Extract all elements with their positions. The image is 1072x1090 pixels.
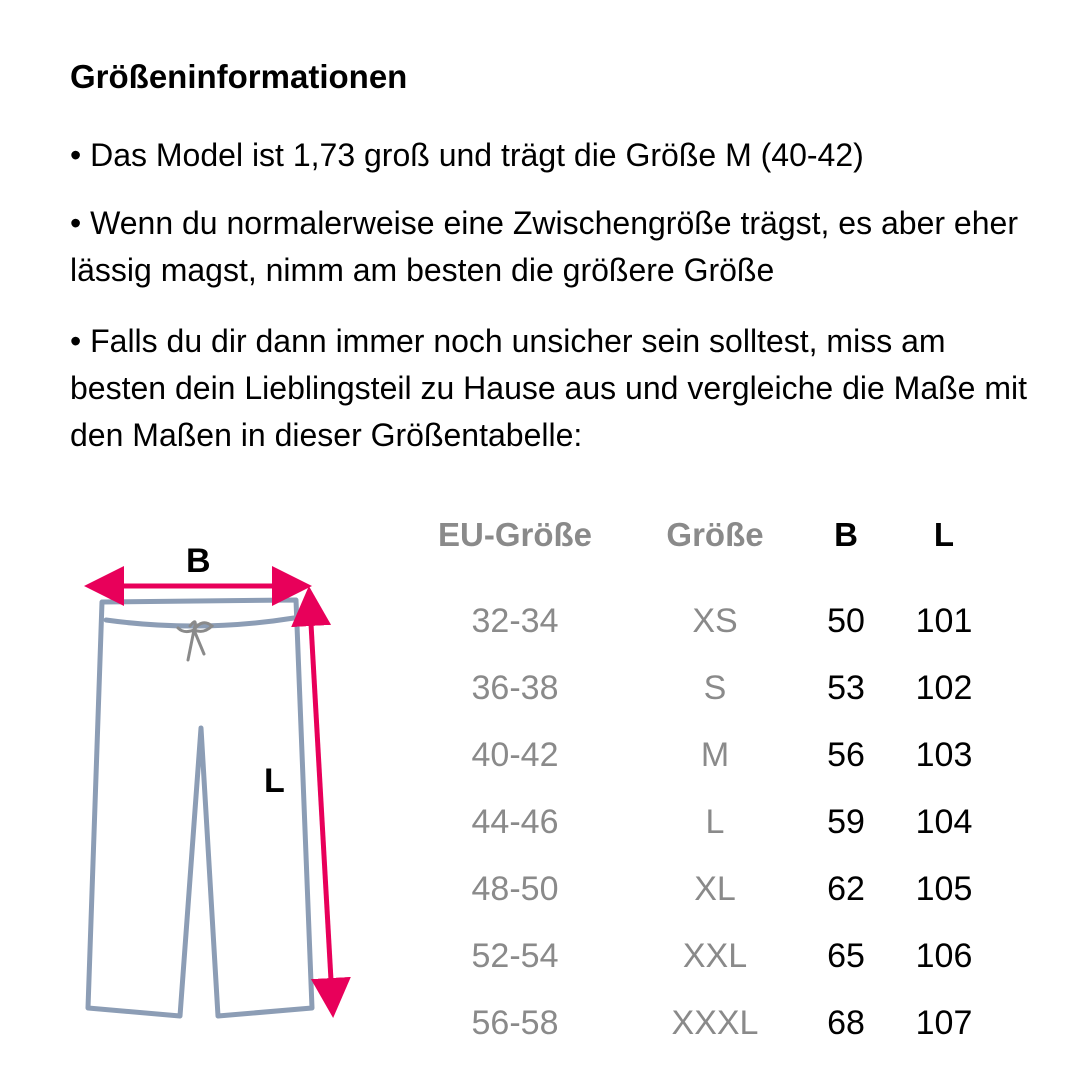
header-length: L [933, 516, 955, 553]
cell-eu-size: 48-50 [471, 870, 559, 908]
info-bullet-model: • Das Model ist 1,73 groß und trägt die Größe M (40-42) [70, 137, 864, 173]
cell-size: XXL [682, 937, 748, 975]
cell-eu-size: 32-34 [471, 602, 559, 640]
info-bullet-between-sizes: • Wenn du normalerweise eine Zwischengröße trägst, es aber eher lässig magst, nimm am besten die größere Größe [70, 205, 1018, 288]
cell-width: 65 [827, 937, 865, 975]
cell-size: XS [692, 602, 738, 640]
cell-size: L [705, 803, 725, 841]
header-width: B [834, 516, 858, 553]
cell-size: M [700, 736, 730, 774]
pants-outline-icon [60, 530, 380, 1050]
pants-measurement-diagram [60, 530, 380, 1050]
header-size: Größe [666, 516, 764, 553]
cell-eu-size: 56-58 [471, 1004, 559, 1042]
cell-length: 107 [915, 1004, 973, 1042]
cell-eu-size: 44-46 [471, 803, 559, 841]
info-bullet-measure-advice: • Falls du dir dann immer noch unsicher sein solltest, miss am besten dein Lieblingsteil zu Hause aus und vergleiche die Maße mit den Maßen in dieser Größentabelle: [70, 323, 1027, 453]
cell-length: 105 [915, 870, 973, 908]
cell-width: 50 [827, 602, 865, 640]
cell-eu-size: 52-54 [471, 937, 559, 975]
cell-eu-size: 36-38 [471, 669, 559, 707]
cell-length: 103 [915, 736, 973, 774]
width-label: B [186, 542, 211, 580]
cell-width: 68 [827, 1004, 865, 1042]
cell-length: 101 [915, 602, 973, 640]
cell-size: XXXL [671, 1004, 759, 1042]
length-label: L [264, 762, 285, 800]
cell-width: 53 [827, 669, 865, 707]
cell-length: 104 [915, 803, 973, 841]
cell-width: 59 [827, 803, 865, 841]
cell-size: XL [694, 870, 736, 908]
cell-width: 62 [827, 870, 865, 908]
cell-length: 106 [915, 937, 973, 975]
cell-length: 102 [915, 669, 973, 707]
page-title: Größeninformationen [70, 58, 408, 95]
header-eu-size: EU-Größe [437, 516, 593, 553]
cell-width: 56 [827, 736, 865, 774]
cell-size: S [703, 669, 727, 707]
cell-eu-size: 40-42 [471, 736, 559, 774]
